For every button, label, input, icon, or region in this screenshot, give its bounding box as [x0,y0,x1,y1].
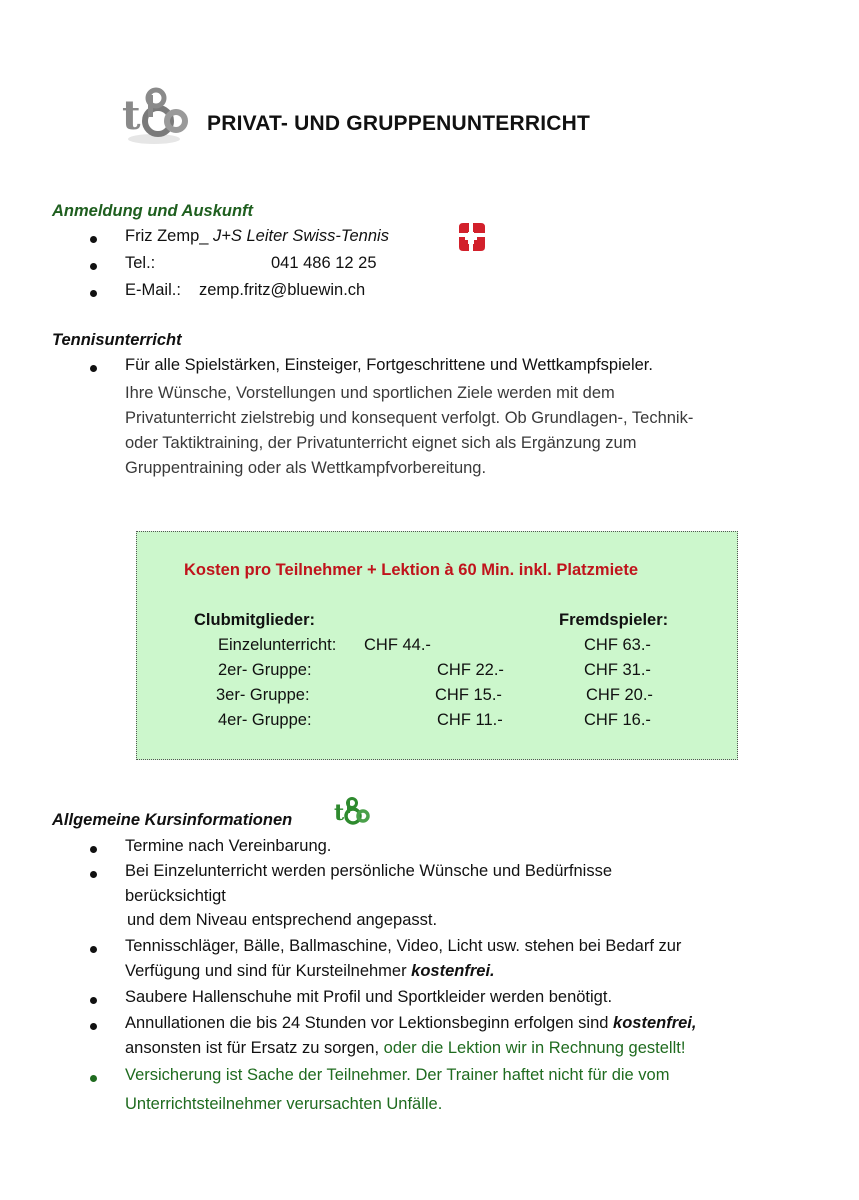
price-guest: CHF 63.- [584,636,651,654]
price-row-label: 4er- Gruppe: [218,711,312,729]
tel-value: 041 486 12 25 [271,254,377,272]
tennis-bullet: Für alle Spielstärken, Einsteiger, Fortgeschrittene und Wettkampfspieler. [125,356,653,374]
price-club: CHF 15.- [435,686,502,704]
section-heading-kursinformationen: Allgemeine Kursinformationen [52,811,293,829]
swiss-tennis-icon [455,221,489,253]
email-label: E-Mail.: [125,281,181,299]
kurs-bullet-cont: Verfügung und sind für Kursteilnehmer kostenfrei. [125,962,495,980]
svg-text:t: t [122,92,141,139]
kurs-bullet: Tennisschläger, Bälle, Ballmaschine, Video, Licht usw. stehen bei Bedarf zur [125,937,682,955]
svg-text:t: t [334,800,345,826]
price-row-label: Einzelunterricht: [218,636,337,654]
tel-label: Tel.: [125,254,156,272]
tennis-paragraph-line: Gruppentraining oder als Wettkampfvorbereitung. [125,459,487,477]
tennis-paragraph-line: Ihre Wünsche, Vorstellungen und sportlichen Ziele werden mit dem [125,384,615,402]
price-row-label: 2er- Gruppe: [218,661,312,679]
bullet-dot [90,946,97,953]
kurs-bullet: Annullationen die bis 24 Stunden vor Lektionsbeginn erfolgen sind kostenfrei, [125,1014,697,1032]
club-members-heading: Clubmitglieder: [194,611,316,629]
price-club: CHF 44.- [364,636,431,654]
page-title: PRIVAT- UND GRUPPENUNTERRICHT [207,112,591,135]
bullet-dot [90,871,97,878]
guest-players-heading: Fremdspieler: [559,611,669,629]
kurs-bullet-cont: berücksichtigt [125,887,226,905]
bullet-dot [90,846,97,853]
tc-logo-small-icon [333,796,371,830]
contact-name: Friz Zemp_ J+S Leiter Swiss-Tennis [125,227,389,245]
price-guest: CHF 20.- [586,686,653,704]
tennis-paragraph-line: oder Taktiktraining, der Privatunterricht eignet sich als Ergänzung zum [125,434,637,452]
price-guest: CHF 31.- [584,661,651,679]
price-club: CHF 22.- [437,661,504,679]
kurs-bullet: Versicherung ist Sache der Teilnehmer. Der Trainer haftet nicht für die vom [125,1066,670,1084]
price-club: CHF 11.- [437,711,503,729]
kurs-bullet: Termine nach Vereinbarung. [125,837,332,855]
price-box-title: Kosten pro Teilnehmer + Lektion à 60 Min. inkl. Platzmiete [184,561,639,579]
bullet-dot [90,1023,97,1030]
price-row-label: 3er- Gruppe: [216,686,310,704]
section-heading-tennisunterricht: Tennisunterricht [52,331,182,349]
tc-logo-icon [118,85,190,147]
bullet-dot [90,290,97,297]
tennis-paragraph-line: Privatunterricht zielstrebig und konsequent verfolgt. Ob Grundlagen-, Technik- [125,409,694,427]
kurs-bullet: Saubere Hallenschuhe mit Profil und Sportkleider werden benötigt. [125,988,613,1006]
section-heading-anmeldung: Anmeldung und Auskunft [52,202,254,220]
email-value[interactable]: zemp.fritz@bluewin.ch [199,281,366,299]
price-guest: CHF 16.- [584,711,651,729]
bullet-dot [90,236,97,243]
kurs-bullet: Bei Einzelunterricht werden persönliche Wünsche und Bedürfnisse [125,862,613,880]
kurs-bullet-cont: und dem Niveau entsprechend angepasst. [127,911,438,929]
kurs-bullet-cont: ansonsten ist für Ersatz zu sorgen, oder die Lektion wir in Rechnung gestellt! [125,1039,686,1057]
kurs-bullet-cont: Unterrichtsteilnehmer verursachten Unfälle. [125,1095,443,1113]
bullet-dot [90,997,97,1004]
bullet-dot [90,263,97,270]
bullet-dot [90,1075,97,1082]
bullet-dot [90,365,97,372]
